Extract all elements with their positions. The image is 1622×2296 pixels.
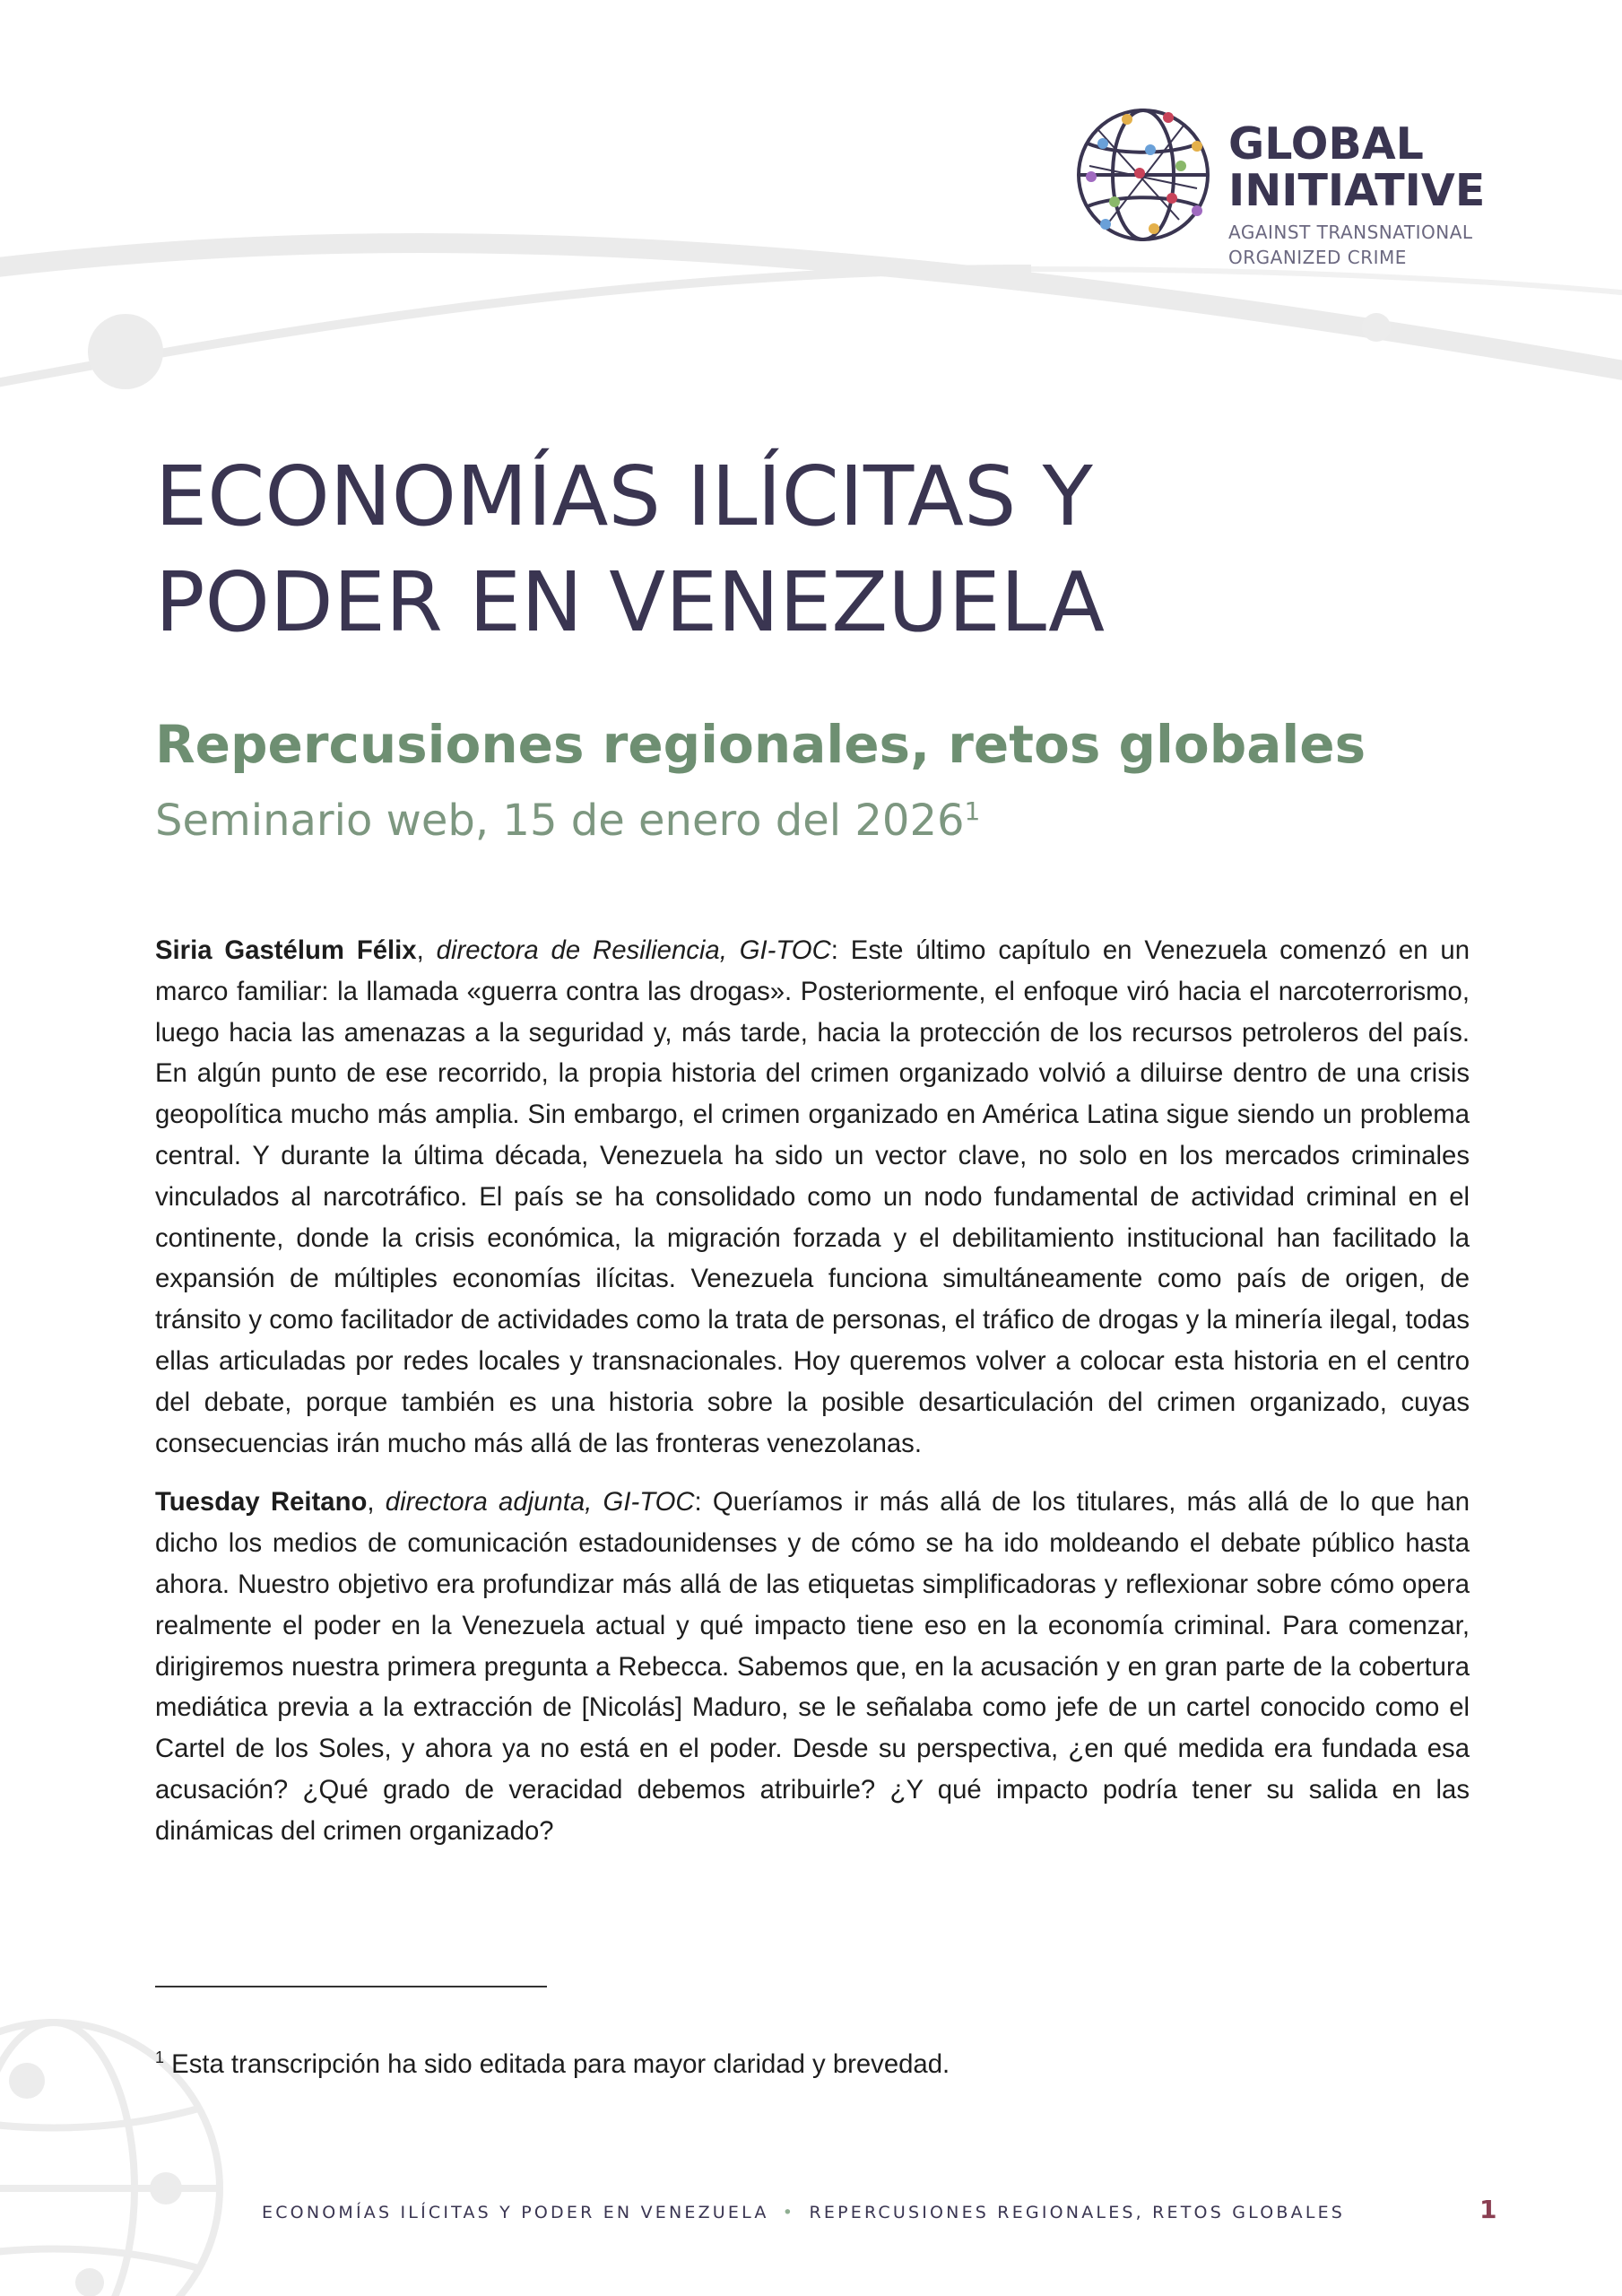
footer-separator-dot: • [782, 2203, 796, 2222]
globe-network-icon [1071, 103, 1215, 247]
title-line-2: PODER EN VENEZUELA [155, 554, 1106, 650]
running-footer [262, 2199, 1346, 2226]
event-date-line [155, 789, 1464, 852]
document-subtitle: Repercusiones regionales, retos globales [155, 714, 1366, 775]
logo-line-organized: ORGANIZED CRIME [1228, 247, 1407, 268]
footnote-text: Esta transcripción ha sido editada para mayor claridad y brevedad. [164, 2049, 950, 2079]
speaker-separator: , [367, 1487, 386, 1518]
footnote [155, 2047, 1410, 2083]
footer-left-title: ECONOMÍAS ILÍCITAS Y PODER EN VENEZUELA [262, 2203, 769, 2222]
logo-line-initiative: INITIATIVE [1228, 165, 1486, 216]
page-number: 1 [1479, 2195, 1497, 2224]
title-line-1: ECONOMÍAS ILÍCITAS Y [155, 448, 1093, 544]
organization-logo [1071, 103, 1520, 283]
speaker-separator: , [416, 935, 437, 965]
speaker-name: Tuesday Reitano [155, 1487, 368, 1518]
footer-right-title: REPERCUSIONES REGIONALES, RETOS GLOBALES [809, 2203, 1346, 2222]
footnote-number: 1 [155, 2048, 165, 2067]
event-date-text: Seminario web, 15 de enero del 2026 [155, 796, 965, 846]
speaker-name: Siria Gastélum Félix [155, 935, 417, 965]
logo-line-global: GLOBAL [1228, 118, 1424, 170]
footnote-divider [155, 1986, 547, 1987]
speaker-role: directora adjunta, GI-TOC [385, 1487, 695, 1518]
transcript-body [155, 930, 1470, 1870]
logo-line-against: AGAINST TRANSNATIONAL [1228, 222, 1473, 243]
paragraph-text: : Queríamos ir más allá de los titulares, más allá de lo que han dicho los medios de comunicación estadounidenses y de cómo se ha ido moldeando el debate público hasta ahora. Nuestro objetivo era profundizar más allá de las etiquetas simplificadoras y reflexionar sobre cómo opera realmente el poder en la Venezuela actual y qué impacto tiene eso en la economía criminal. Para comenzar, dirigiremos nuestra primera pregunta a Rebecca. Sabemos que, en la acusación y en gran parte de la cobertura mediática previa a la extracción de [Nicolás] Maduro, se le señalaba como jefe de un cartel conocido como el Cartel de los Soles, y ahora ya no está en el poder. Desde su perspectiva, ¿en qué medida era fundada esa acusación? ¿Qué grado de veracidad debemos atribuirle? ¿Y qué impacto podría tener su salida en las dinámicas del crimen organizado? [155, 1487, 1470, 1846]
transcript-paragraph [155, 1482, 1470, 1851]
footnote-reference[interactable]: 1 [964, 796, 981, 826]
document-title [155, 444, 1464, 656]
transcript-paragraph [155, 930, 1470, 1464]
paragraph-text: : Este último capítulo en Venezuela comenzó en un marco familiar: la llamada «guerra contra las drogas». Posteriormente, el enfoque viró hacia el narcoterrorismo, luego hacia las amenazas a la seguridad y, más tarde, hacia la protección de los recursos petroleros del país. En algún punto de ese recorrido, la propia historia del crimen organizado volvió a diluirse dentro de una crisis geopolítica mucho más amplia. Sin embargo, el crimen organizado en América Latina sigue siendo un problema central. Y durante la última década, Venezuela ha sido un vector clave, no solo en los mercados criminales vinculados al narcotráfico. El país se ha consolidado como un nodo fundamental de actividad criminal en el continente, donde la crisis económica, la migración forzada y el debilitamiento institucional han facilitado la expansión de múltiples economías ilícitas. Venezuela funciona simultáneamente como país de origen, de tránsito y como facilitador de actividades como la trata de personas, el tráfico de drogas y la minería ilegal, todas ellas articuladas por redes locales y transnacionales. Hoy queremos volver a colocar esta historia en el centro del debate, porque también es una historia sobre la posible desarticulación del crimen organizado, cuyas consecuencias irán mucho más allá de las fronteras venezolanas. [155, 935, 1470, 1458]
logo-wordmark [1228, 118, 1515, 270]
speaker-role: directora de Resiliencia, GI-TOC [436, 935, 831, 965]
